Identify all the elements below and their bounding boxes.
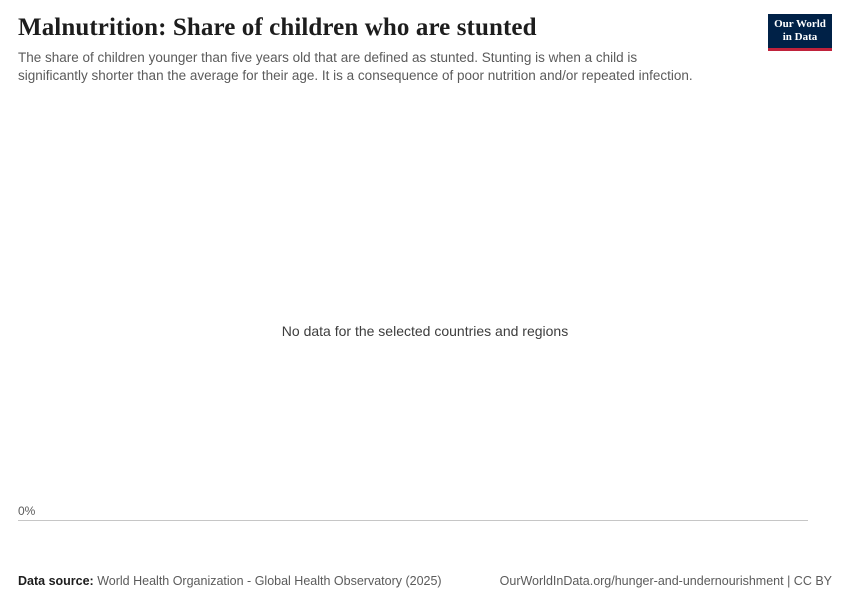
x-axis (18, 504, 808, 521)
chart-header (18, 14, 832, 85)
axis-line (18, 520, 808, 521)
our-world-in-data-logo[interactable] (768, 14, 832, 51)
data-source (18, 574, 442, 588)
logo-line-1: Our World (774, 18, 826, 30)
axis-tick-label-0: 0% (18, 504, 36, 519)
chart-plot-area (18, 91, 832, 521)
chart-footer (18, 574, 832, 588)
data-source-value: World Health Organization - Global Health Observatory (2025) (97, 574, 442, 588)
no-data-message: No data for the selected countries and regions (281, 323, 569, 340)
data-source-label: Data source: (18, 574, 94, 588)
page-title: Malnutrition: Share of children who are stunted (18, 14, 537, 41)
logo-line-2: in Data (782, 30, 818, 43)
attribution-link[interactable]: OurWorldInData.org/hunger-and-undernourishment | CC BY (499, 574, 832, 588)
chart-subtitle: The share of children younger than five years old that are defined as stunted. Stunting is when a child is significantly shorter than the average for their age. It is a consequence of poor nutrition and/or repeated infection. (18, 49, 693, 83)
